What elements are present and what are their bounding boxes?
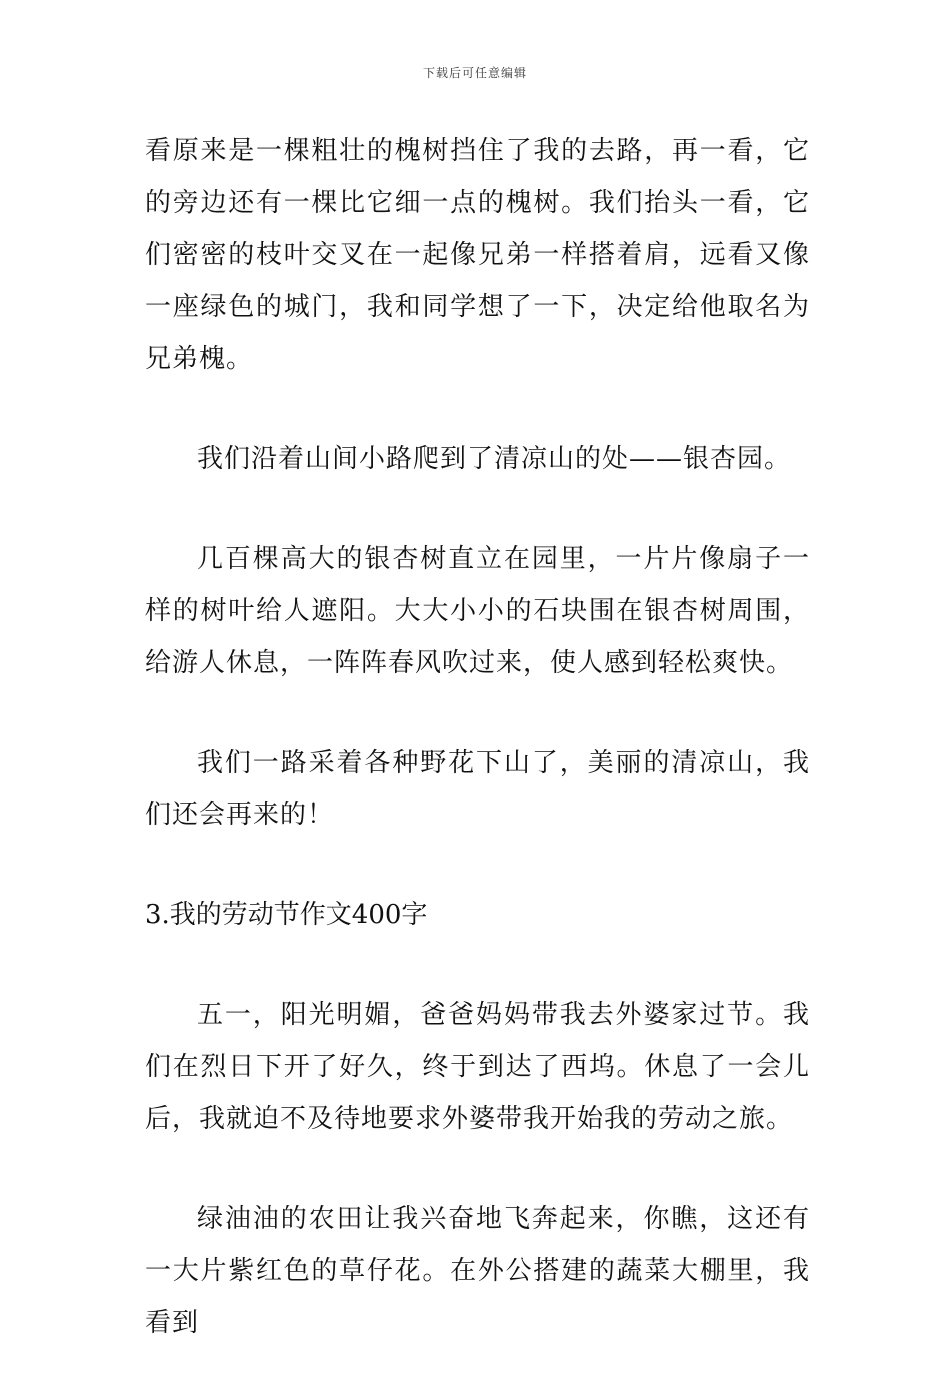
paragraph-2: 我们沿着山间小路爬到了清凉山的处——银杏园。	[197, 444, 792, 474]
paragraph-3: 几百棵高大的银杏树直立在园里，一片片像扇子一样的树叶给人遮阳。大大小小的石块围在银杏树周围，给游人休息，一阵阵春风吹过来，使人感到轻松爽快。	[145, 544, 810, 678]
paragraph-1: 看原来是一棵粗壮的槐树挡住了我的去路，再一看，它的旁边还有一棵比它细一点的槐树。我们抬头一看，它们密密的枝叶交叉在一起像兄弟一样搭着肩，远看又像一座绿色的城门，我和同学想了一下，决定给他取名为兄弟槐。	[145, 136, 810, 374]
page-header-note: 下载后可任意编辑	[422, 66, 527, 80]
document-body	[145, 125, 810, 1397]
section-heading: 3.我的劳动节作文400字	[145, 900, 428, 930]
paragraph-6: 绿油油的农田让我兴奋地飞奔起来，你瞧，这还有一大片紫红色的草仔花。在外公搭建的蔬菜大棚里，我看到	[145, 1204, 810, 1338]
paragraph-4: 我们一路采着各种野花下山了，美丽的清凉山，我们还会再来的！	[145, 748, 810, 830]
paragraph-5: 五一，阳光明媚，爸爸妈妈带我去外婆家过节。我们在烈日下开了好久，终于到达了西坞。休息了一会儿后，我就迫不及待地要求外婆带我开始我的劳动之旅。	[145, 1000, 810, 1134]
